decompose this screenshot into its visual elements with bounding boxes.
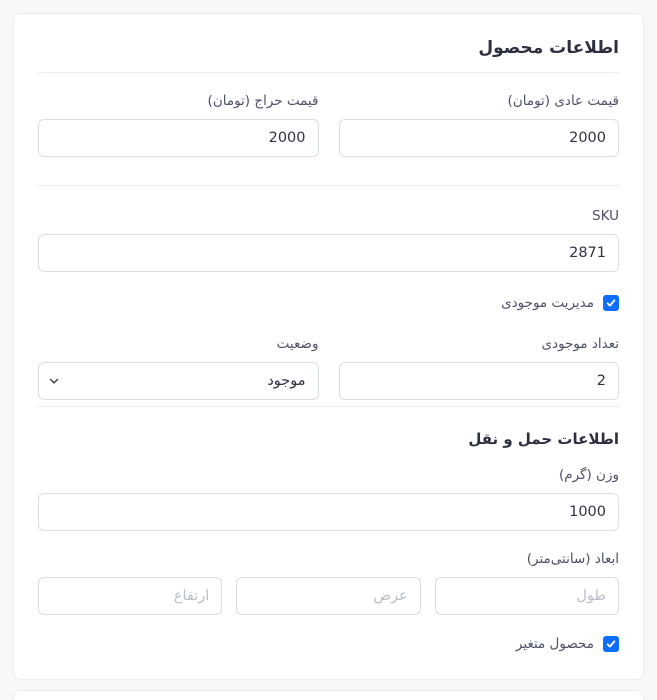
page-title: اطلاعات محصول — [478, 38, 619, 58]
manage-stock-label: مدیریت موجودی — [501, 295, 594, 311]
length-input[interactable] — [435, 577, 619, 615]
status-select[interactable] — [38, 362, 319, 400]
regular-price-label: قیمت عادی (تومان) — [507, 93, 619, 109]
sku-input[interactable] — [38, 234, 619, 272]
weight-label: وزن (گرم) — [558, 467, 619, 483]
stock-status-row — [38, 334, 619, 400]
variable-product-label: محصول متغیر — [515, 636, 594, 652]
stock-quantity-label: تعداد موجودی — [541, 336, 619, 352]
status-select-wrap — [38, 362, 319, 400]
sku-label: SKU — [592, 208, 619, 224]
price-row — [38, 91, 619, 157]
shipping-section-title: اطلاعات حمل و نقل — [468, 430, 619, 448]
sale-price-label: قیمت حراج (تومان) — [207, 93, 319, 109]
divider — [38, 406, 619, 407]
weight-input[interactable] — [38, 493, 619, 531]
checkmark-icon — [605, 638, 617, 650]
sale-price-input[interactable] — [38, 119, 319, 157]
variable-product-checkbox[interactable] — [603, 636, 619, 652]
status-label: وضعیت — [276, 336, 319, 352]
divider — [38, 72, 619, 73]
dimensions-row — [38, 577, 619, 615]
product-info-card — [13, 13, 644, 680]
next-card-top-edge — [13, 690, 644, 700]
height-input[interactable] — [38, 577, 222, 615]
width-input[interactable] — [236, 577, 420, 615]
manage-stock-checkbox[interactable] — [603, 295, 619, 311]
checkmark-icon — [605, 297, 617, 309]
regular-price-input[interactable] — [339, 119, 620, 157]
divider — [38, 185, 619, 186]
variable-product-row — [38, 635, 619, 653]
dimensions-label: ابعاد (سانتی‌متر) — [526, 551, 619, 567]
manage-stock-row — [38, 294, 619, 312]
stock-quantity-input[interactable] — [339, 362, 620, 400]
